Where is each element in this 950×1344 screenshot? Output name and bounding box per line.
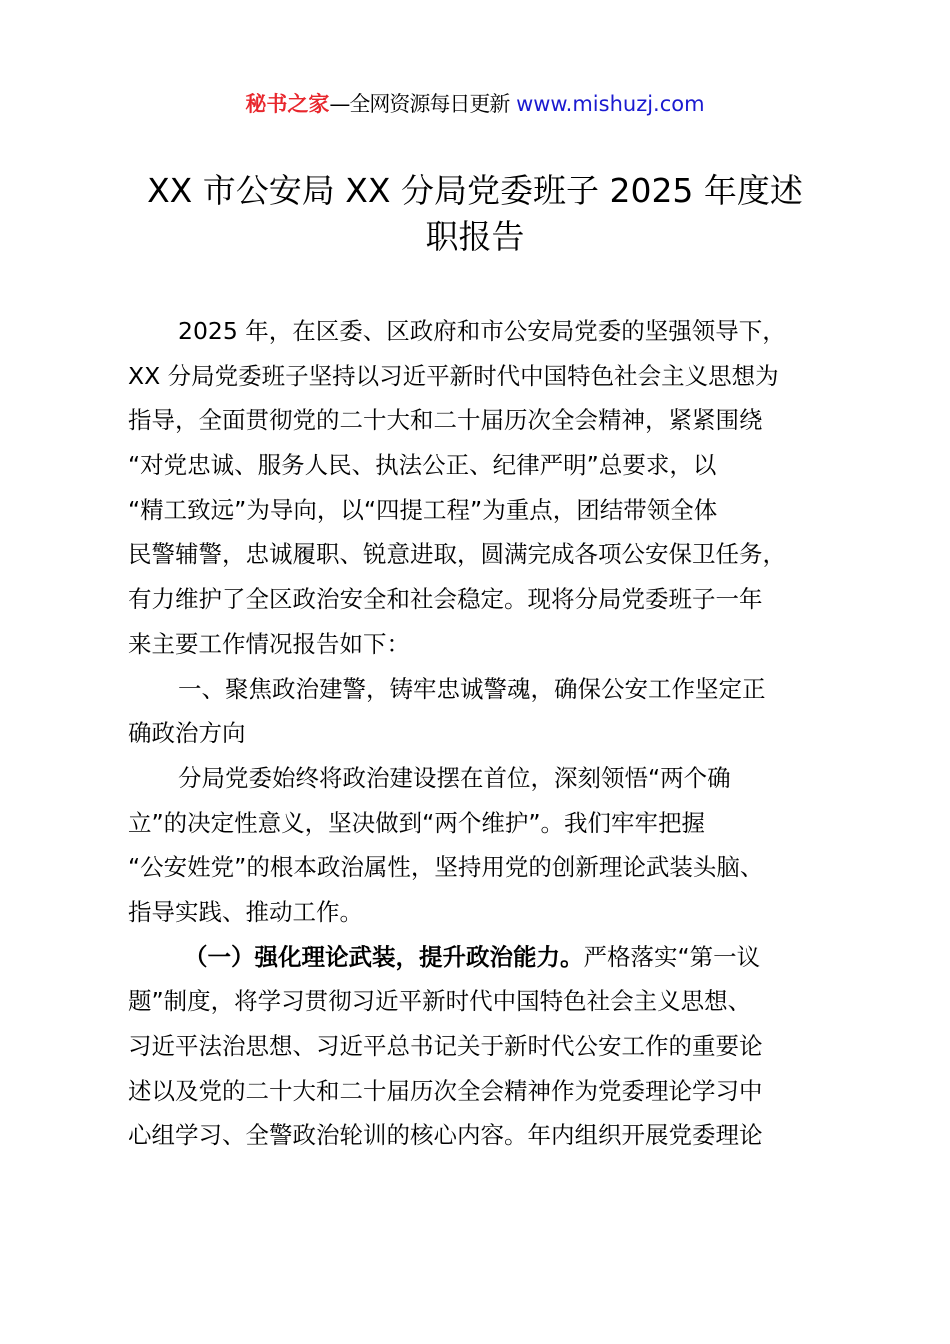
text-line: 指导实践、推动工作。 (128, 897, 363, 926)
text-line: 习近平法治思想、习近平总书记关于新时代公安工作的重要论 (128, 1032, 763, 1060)
header-slogan: —全网资源每日更新 (329, 92, 510, 116)
title-line-2: 职报告 (425, 217, 525, 256)
site-header (0, 88, 950, 120)
text-span: 严格落实“第一议 (583, 942, 761, 971)
section-heading-1 (128, 667, 888, 756)
text-line: 指导，全面贯彻党的二十大和二十届历次全会精神，紧紧围绕 (128, 406, 763, 435)
text-line: 2025 年，在区委、区政府和市公安局党委的坚强领导下， (178, 317, 786, 345)
heading-line: 确政治方向 (128, 719, 246, 748)
brand-name: 秘书之家 (245, 92, 330, 116)
text-line: 述以及党的二十大和二十届历次全会精神作为党委理论学习中 (128, 1076, 763, 1105)
paragraph-theory (128, 935, 888, 1158)
text-line: 有力维护了全区政治安全和社会稳定。现将分局党委班子一年 (128, 585, 763, 614)
site-url-link[interactable]: www.mishuzj.com (516, 92, 705, 116)
document-body (128, 309, 888, 1158)
document-title (100, 168, 850, 260)
text-line: “精工致远”为导向，以“四提工程”为重点，团结带领全体 (128, 495, 718, 524)
text-line: 立”的决定性意义，坚决做到“两个维护”。我们牢牢把握 (128, 808, 706, 837)
text-line (128, 935, 888, 980)
paragraph-intro (128, 309, 888, 667)
subheading-bold: （一）强化理论武装，提升政治能力。 (184, 942, 584, 971)
text-line: “对党忠诚、服务人民、执法公正、纪律严明”总要求，以 (128, 451, 717, 480)
paragraph-political (128, 756, 888, 935)
text-line: 分局党委始终将政治建设摆在首位，深刻领悟“两个确 (178, 763, 731, 792)
text-line: “公安姓党”的根本政治属性，坚持用党的创新理论武装头脑、 (128, 853, 764, 882)
title-line-1: XX 市公安局 XX 分局党委班子 2025 年度述 (147, 171, 803, 210)
text-line: 心组学习、全警政治轮训的核心内容。年内组织开展党委理论 (128, 1121, 763, 1150)
text-line: 题”制度，将学习贯彻习近平新时代中国特色社会主义思想、 (128, 987, 752, 1016)
text-line: XX 分局党委班子坚持以习近平新时代中国特色社会主义思想为 (128, 361, 779, 390)
heading-line: 一、聚焦政治建警，铸牢忠诚警魂，确保公安工作坚定正 (178, 674, 766, 703)
text-line: 民警辅警，忠诚履职、锐意进取，圆满完成各项公安保卫任务， (128, 540, 786, 569)
text-line: 来主要工作情况报告如下： (128, 629, 410, 658)
